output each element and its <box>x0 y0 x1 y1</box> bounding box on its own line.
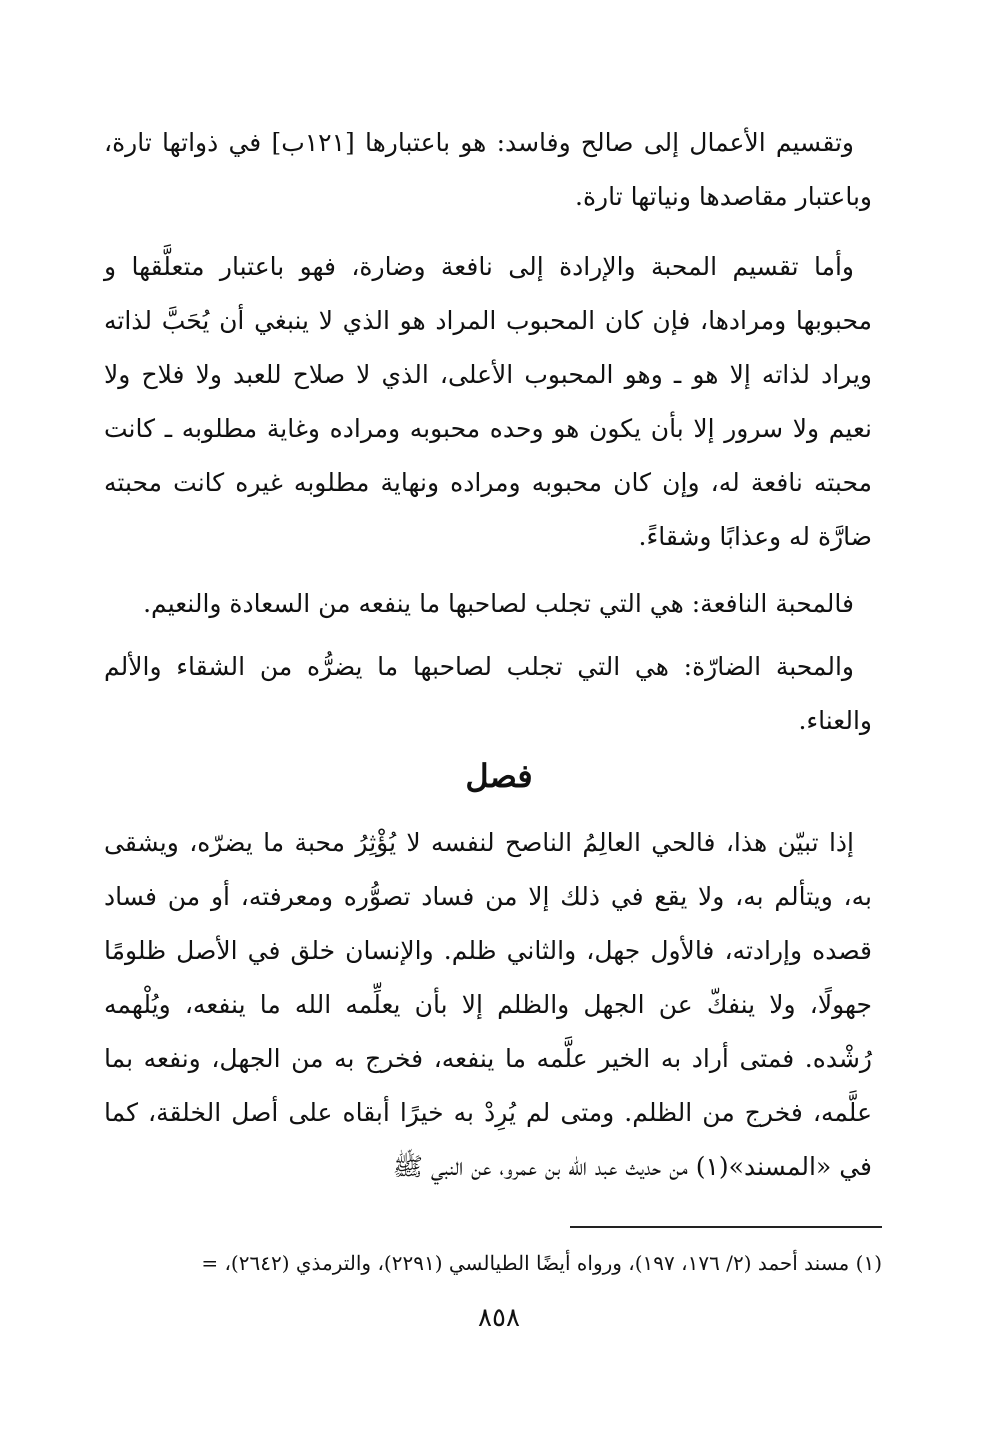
paragraph-deeds-classification: وتقسيم الأعمال إلى صالح وفاسد: هو باعتبارها [١٢١ب] في ذواتها تارة، وباعتبار مقاصدها ونياتها تارة. <box>104 128 872 211</box>
paragraph-section-body: إذا تبيّن هذا، فالحي العالِمُ الناصح لنفسه لا يُؤْثِرُ محبة ما يضرّه، ويشقى به، ويتألم به، ولا يقع في ذلك إلا من فساد تصوُّره ومعرفته، أو من فساد قصده وإرادته، فالأول جهل، والثاني ظلم. والإنسان خلق في الأصل ظلومًا جهولًا، ولا ينفكّ عن الجهل والظلم إلا بأن يعلِّمه الله ما ينفعه، ويُلْهمه رُشْده. فمتى أراد به الخير علَّمه ما ينفعه، فخرج به من الجهل، ونفعه بما علَّمه، فخرج من الظلم. ومتى لم يُرِدْ به خيرًا أبقاه على أصل الخلقة، كما في «المسند»(١) من حديث عبد الله بن عمرو، عن النبي ﷺ <box>104 828 872 1181</box>
footnote-separator <box>570 1226 882 1228</box>
section-heading: فصل <box>465 757 533 795</box>
paragraph-harmful-love: والمحبة الضارّة: هي التي تجلب لصاحبها ما يضرُّه من الشقاء والألم والعناء. <box>104 652 872 735</box>
page-number: ٨٥٨ <box>478 1303 520 1333</box>
paragraph-love-classification: وأما تقسيم المحبة والإرادة إلى نافعة وضارة، فهو باعتبار متعلَّقها و محبوبها ومرادها، فإن كان المحبوب المراد هو الذي لا ينبغي أن يُحَبَّ لذاته ويراد لذاته إلا هو ـ وهو المحبوب الأعلى، الذي لا صلاح للعبد ولا فلاح ولا نعيم ولا سرور إلا بأن يكون هو وحده محبوبه ومراده وغاية مطلوبه ـ كانت محبته نافعة له، وإن كان محبوبه ومراده ونهاية مطلوبه غيره كانت محبته ضارَّة له وعذابًا وشقاءً. <box>104 252 872 551</box>
paragraph-beneficial-love: فالمحبة النافعة: هي التي تجلب لصاحبها ما ينفعه من السعادة والنعيم. <box>143 589 854 618</box>
footnote: (١) مسند أحمد (٢/ ١٧٦، ١٩٧)، ورواه أيضًا الطيالسي (٢٢٩١)، والترمذي (٢٦٤٢)، = <box>201 1251 882 1275</box>
